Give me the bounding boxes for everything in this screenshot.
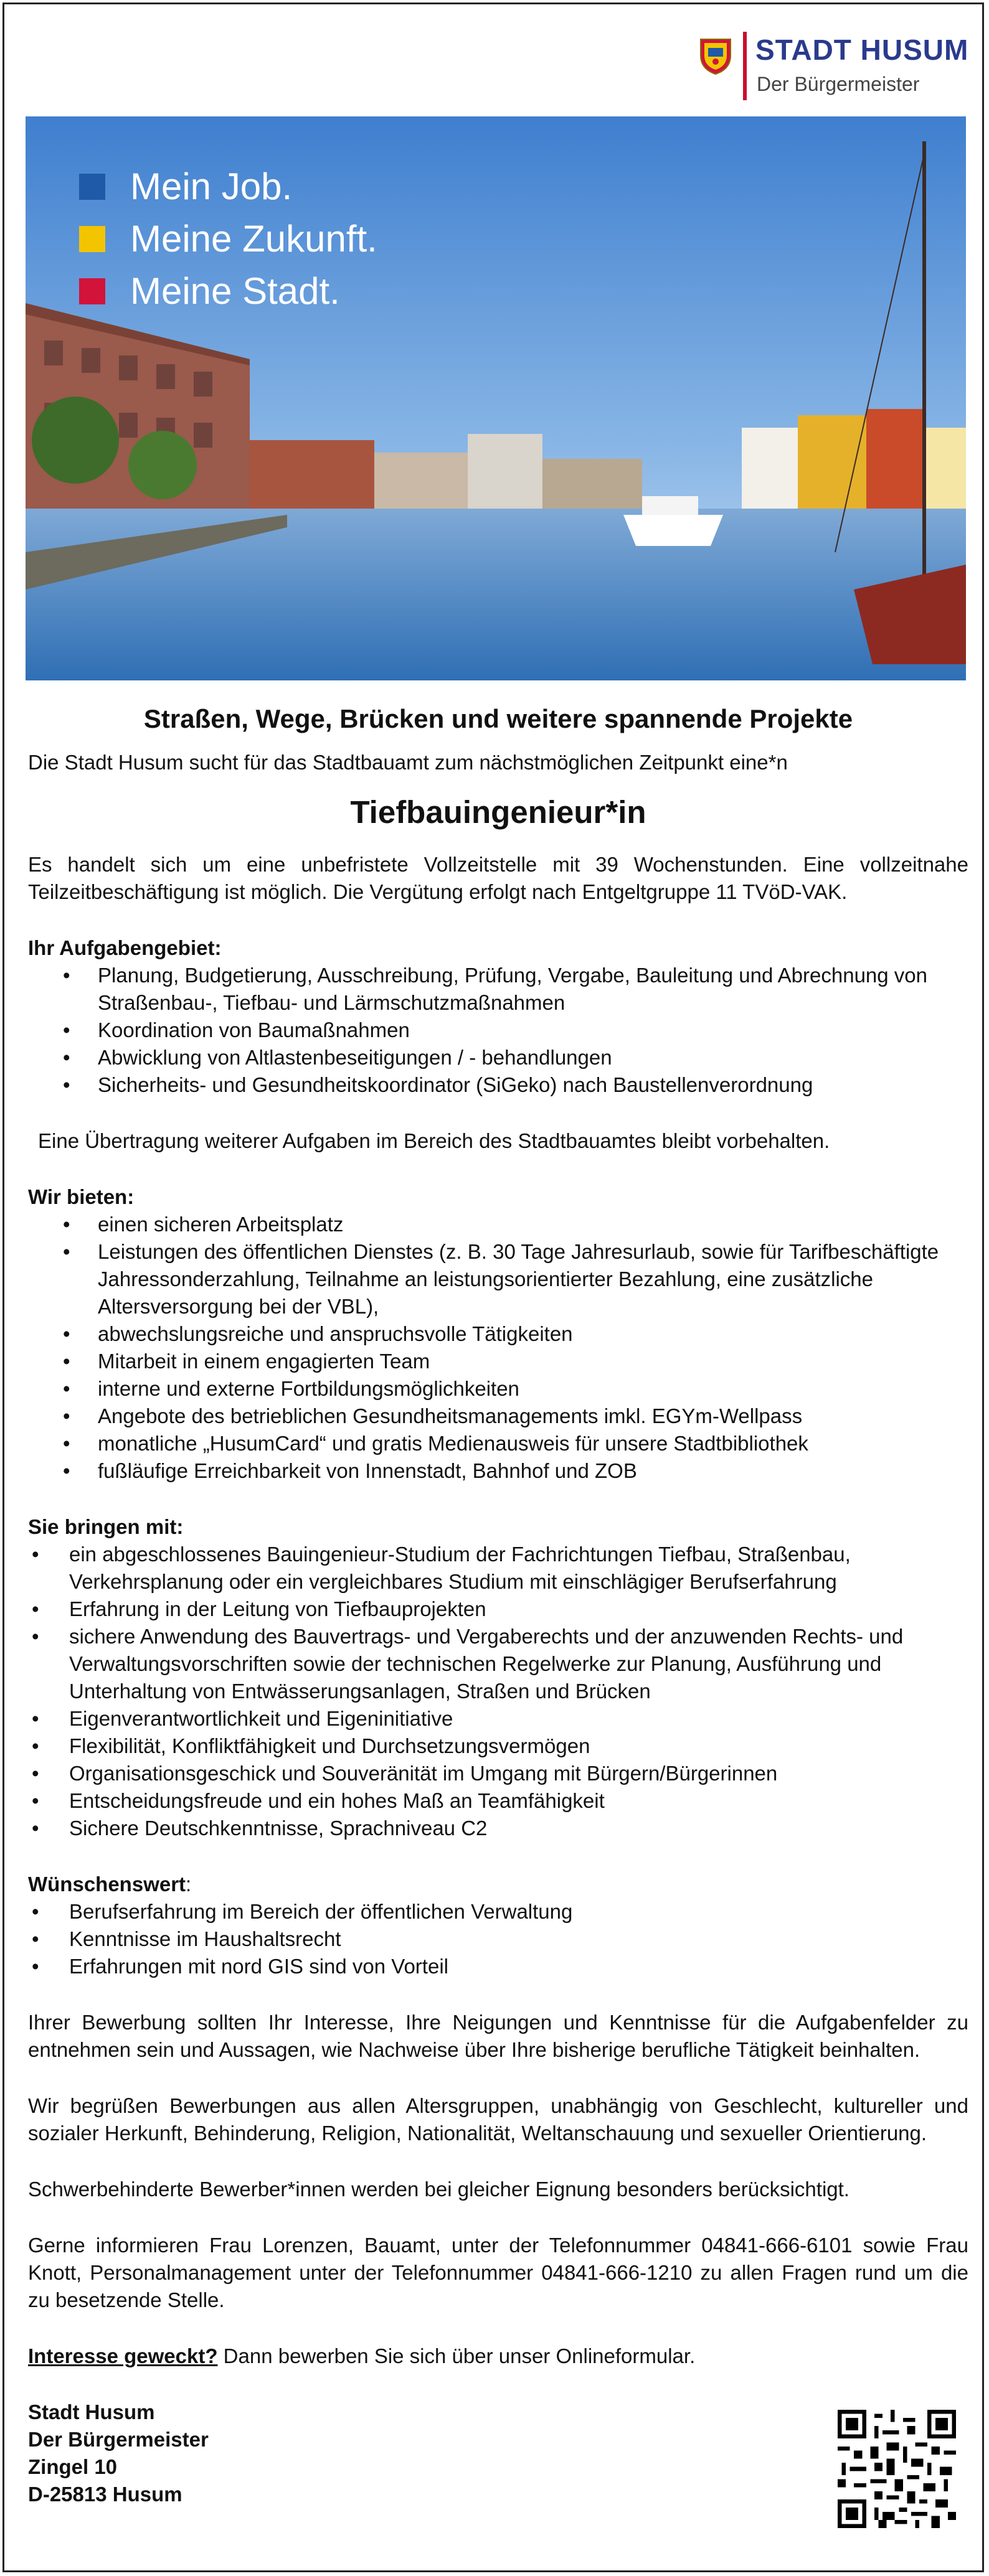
blue-square-icon [79, 174, 105, 200]
ad-intro: Die Stadt Husum sucht für das Stadtbauamt zum nächstmöglichen Zeitpunkt eine*n [28, 751, 788, 774]
application-info: Ihrer Bewerbung sollten Ihr Interesse, Ihre Neigungen und Kenntnisse für die Aufgabenfelder zu entnehmen sein und Aussagen, wie Nachweise über Ihre bisherige berufliche Tätigkeit beinhalten. [28, 2011, 968, 2061]
slogan-text: Meine Zukunft. [130, 218, 377, 260]
tasks-heading: Ihr Aufgabengebiet: [28, 936, 222, 959]
job-ad-page [2, 2, 984, 2572]
list-item: • Angebote des betrieblichen Gesundheitsmanagements imkl. EGYm-Wellpass [28, 1403, 968, 1430]
list-item: • monatliche „HusumCard“ und gratis Medienausweis für unsere Stadtbibliothek [28, 1430, 968, 1457]
logo-name: STADT HUSUM [755, 34, 969, 66]
requirements-heading: Sie bringen mit: [28, 1515, 184, 1538]
red-square-icon [79, 278, 105, 304]
ad-content [28, 689, 968, 2508]
list-item: • interne und externe Fortbildungsmöglichkeiten [28, 1375, 968, 1403]
cta-link[interactable]: Interesse geweckt? [28, 2344, 218, 2367]
slogan-text: Meine Stadt. [130, 270, 340, 312]
list-item: • sichere Anwendung des Bauvertrags- und Vergaberechts und der anzuwenden Rechts- und Verwaltungsvorschriften sowie der technischen Regelwerke zur Planung, Ausführung und Unterhaltung von Entwässerungsanlagen, Straßen und Brücken [28, 1623, 968, 1705]
slogan-future [79, 217, 377, 260]
tasks-list [28, 962, 968, 1099]
address-line: Der Bürgermeister [28, 2428, 209, 2451]
disability-note: Schwerbehinderte Bewerber*innen werden bei gleicher Eignung besonders berücksichtigt. [28, 2178, 849, 2201]
hero-image [26, 116, 966, 680]
list-item: • abwechslungsreiche und anspruchsvolle Tätigkeiten [28, 1320, 968, 1348]
call-to-action [28, 2343, 968, 2370]
list-item: • fußläufige Erreichbarkeit von Innenstadt, Bahnhof und ZOB [28, 1457, 968, 1485]
list-item: • Sichere Deutschkenntnisse, Sprachniveau C2 [28, 1815, 968, 1842]
offer-list [28, 1211, 968, 1485]
logo-subtitle: Der Bürgermeister [757, 73, 920, 95]
list-item: • Mitarbeit in einem engagierten Team [28, 1348, 968, 1375]
slogan-city [79, 270, 340, 313]
list-item: • Organisationsgeschick und Souveränität im Umgang mit Bürgern/Bürgerinnen [28, 1760, 968, 1787]
list-item: • Leistungen des öffentlichen Dienstes (z. B. 30 Tage Jahresurlaub, sowie für Tarifbeschäftigte Jahressonderzahlung, Teilnahme an leistungsorientierter Bezahlung, eine zusätzliche Altersversorgung bei der VBL), [28, 1238, 968, 1320]
qr-code-icon[interactable] [838, 2410, 956, 2528]
list-item: • Flexibilität, Konfliktfähigkeit und Durchsetzungsvermögen [28, 1732, 968, 1760]
list-item: • Berufserfahrung im Bereich der öffentlichen Verwaltung [28, 1898, 968, 1925]
list-item: • Erfahrung in der Leitung von Tiefbauprojekten [28, 1596, 968, 1623]
desirable-heading [28, 1871, 968, 1898]
address-line: Zingel 10 [28, 2455, 118, 2478]
coat-of-arms-icon [699, 37, 732, 75]
desirable-colon: : [186, 1873, 192, 1896]
yellow-square-icon [79, 226, 105, 252]
desirable-list [28, 1898, 968, 1980]
address-block [28, 2399, 968, 2508]
slogan-text: Mein Job. [130, 166, 293, 207]
list-item: • Planung, Budgetierung, Ausschreibung, Prüfung, Vergabe, Bauleitung und Abrechnung von Straßenbau-, Tiefbau- und Lärmschutzmaßnahmen [28, 962, 968, 1017]
list-item: • Erfahrungen mit nord GIS sind von Vorteil [28, 1953, 968, 1980]
tasks-note: Eine Übertragung weiterer Aufgaben im Bereich des Stadtbauamtes bleibt vorbehalten. [38, 1129, 830, 1152]
list-item: • ein abgeschlossenes Bauingenieur-Studium der Fachrichtungen Tiefbau, Straßenbau, Verkehrsplanung oder ein vergleichbares Studium mit einschlägiger Berufserfahrung [28, 1541, 968, 1596]
slogan-job [79, 165, 292, 208]
ad-heading: Straßen, Wege, Brücken und weitere spannende Projekte [143, 704, 853, 733]
job-title: Tiefbauingenieur*in [350, 794, 646, 830]
list-item: • einen sicheren Arbeitsplatz [28, 1211, 968, 1238]
job-description: Es handelt sich um eine unbefristete Vollzeitstelle mit 39 Wochenstunden. Eine vollzeitnahe Teilzeitbeschäftigung ist möglich. Die Vergütung erfolgt nach Entgeltgruppe 11 TVöD-VAK. [28, 853, 968, 903]
diversity-statement: Wir begrüßen Bewerbungen aus allen Altersgruppen, unabhängig von Geschlecht, kultureller und sozialer Herkunft, Behinderung, Religion, Nationalität, Weltanschauung und sexueller Orientierung. [28, 2094, 968, 2145]
list-item: • Sicherheits- und Gesundheitskoordinator (SiGeko) nach Baustellenverordnung [28, 1071, 968, 1099]
address-line: D-25813 Husum [28, 2483, 182, 2506]
contact-info: Gerne informieren Frau Lorenzen, Bauamt, unter der Telefonnummer 04841-666-6101 sowie Frau Knott, Personalmanagement unter der Telefonnummer 04841-666-1210 zu allen Fragen rund um die zu besetzende Stelle. [28, 2234, 968, 2311]
list-item: • Abwicklung von Altlastenbeseitigungen / - behandlungen [28, 1044, 968, 1071]
list-item: • Entscheidungsfreude und ein hohes Maß an Teamfähigkeit [28, 1787, 968, 1815]
address-line: Stadt Husum [28, 2400, 155, 2423]
list-item: • Koordination von Baumaßnahmen [28, 1017, 968, 1044]
offer-heading: Wir bieten: [28, 1185, 135, 1208]
stadt-husum-logo [699, 32, 969, 106]
requirements-list [28, 1541, 968, 1842]
list-item: • Eigenverantwortlichkeit und Eigeninitiative [28, 1705, 968, 1732]
cta-text: Dann bewerben Sie sich über unser Onlineformular. [217, 2344, 696, 2367]
logo-divider [743, 32, 747, 100]
list-item: • Kenntnisse im Haushaltsrecht [28, 1925, 968, 1953]
desirable-heading-text: Wünschenswert [28, 1873, 186, 1896]
